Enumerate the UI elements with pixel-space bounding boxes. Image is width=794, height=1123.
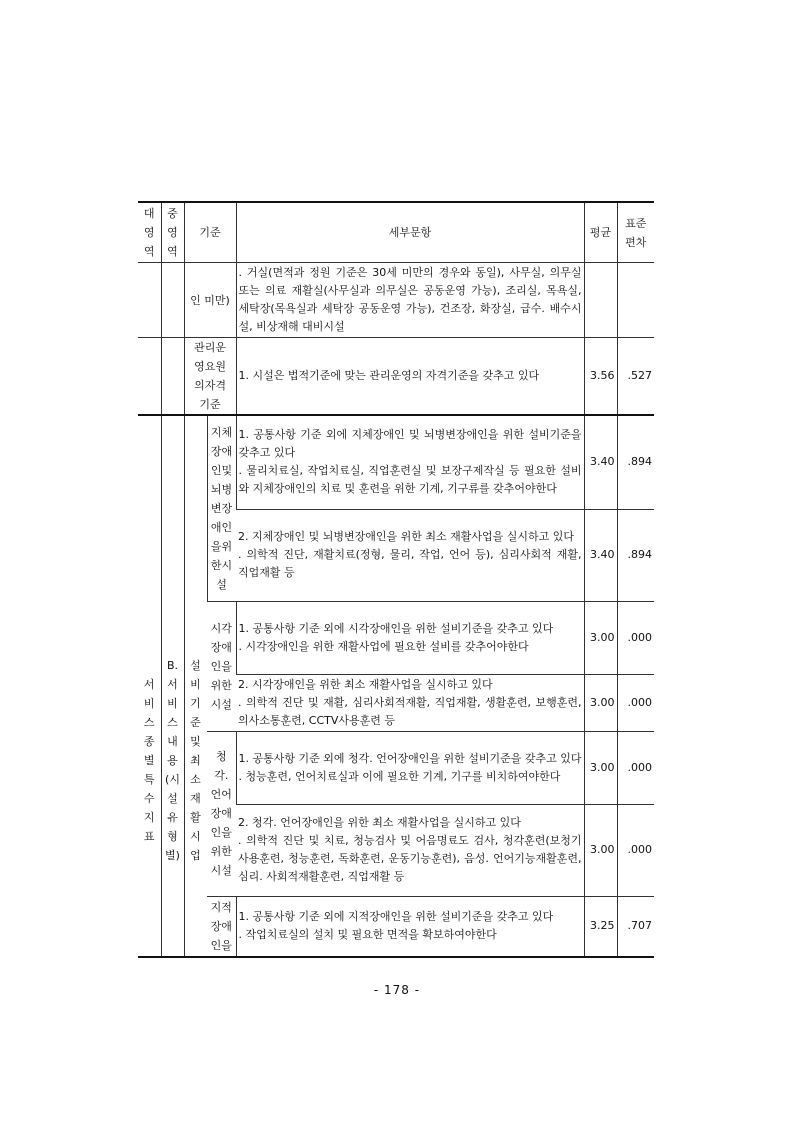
detail-sub-text: . 청능훈련, 언어치료실과 이에 필요한 기계, 기구를 비치하여야한다 (238, 769, 561, 783)
criterion-cell: 지적장애인을 (207, 896, 236, 957)
sd-cell: .000 (617, 601, 654, 674)
header-criterion: 기준 (184, 202, 236, 263)
table-row (138, 601, 654, 674)
detail-sub-text: . 의학적 진단 및 재활, 심리사회적재활, 직업재활, 생활훈련, 보행훈련, 의사소통훈련, CCTV사용훈련 등 (238, 695, 582, 727)
header-detail-item: 세부문항 (236, 202, 584, 263)
sd-cell: .000 (617, 731, 654, 804)
detail-item-text: 2. 지체장애인 및 뇌병변장애인을 위한 최소 재활사업을 실시하고 있다 (238, 530, 575, 543)
detail-cell (236, 804, 584, 896)
table-row (138, 896, 654, 957)
table-row (138, 263, 654, 338)
detail-sub-text: . 거실(면적과 정원 기준은 30세 미만의 경우와 동일), 사무실, 의무실 또는 의료 재활실(사무실과 의무실은 공동운영 가능), 조리실, 목욕실, 세탁장(목욕실과 세탁장 공동운영 가능), 건조장, 화장실, 급수. 배수시설, 비상재해 대비시설 (238, 266, 582, 333)
major-area-cell: 서비스종별특수지표 (138, 415, 161, 957)
table-header-row (138, 202, 654, 263)
detail-cell (236, 896, 584, 957)
mean-cell: 3.00 (584, 601, 617, 674)
standard-cell: 설비기준및최소재활시업 (184, 415, 207, 957)
detail-item-text: 1. 시설은 법적기준에 맞는 관리운영의 자격기준을 갖추고 있다 (238, 369, 540, 382)
detail-cell (236, 674, 584, 731)
mean-cell: 3.40 (584, 415, 617, 509)
detail-item-text: 1. 공통사항 기준 외에 지체장애인 및 뇌병변장애인을 위한 설비기준을 갖추고 있다 (238, 428, 582, 460)
table-row (138, 415, 654, 509)
middle-area-cell-empty (161, 263, 184, 338)
mean-cell: 3.40 (584, 509, 617, 601)
detail-cell (236, 338, 584, 416)
header-mean: 평균 (584, 202, 617, 263)
detail-sub-text: . 시각장애인을 위한 재활사업에 필요한 설비를 갖추어야한다 (238, 639, 529, 653)
detail-cell (236, 263, 584, 338)
detail-item-text: 1. 공통사항 기준 외에 지적장애인을 위한 설비기준을 갖추고 있다 (238, 910, 554, 923)
sd-cell: .707 (617, 896, 654, 957)
page-number: - 178 - (373, 983, 421, 997)
header-major-area: 대영역 (143, 207, 155, 258)
mean-cell: 3.00 (584, 804, 617, 896)
detail-cell (236, 509, 584, 601)
table-row (138, 338, 654, 416)
detail-sub-text: . 의학적 진단, 재활치료(정형, 물리, 작업, 언어 등), 심리사회적 재활, 직업재활 등 (238, 548, 582, 579)
sd-cell (617, 263, 654, 338)
survey-table (138, 201, 654, 958)
middle-area-cell: B.서비스내용(시설유형별) (161, 415, 184, 957)
middle-area-cell-empty (161, 338, 184, 416)
detail-sub-text: . 물리치료실, 작업치료실, 직업훈련실 및 보장구제작실 등 필요한 설비와 지체장애인의 치료 및 훈련을 위한 기계, 기구류를 갖추어야한다 (238, 464, 582, 496)
mean-cell: 3.00 (584, 731, 617, 804)
sd-cell: .894 (617, 509, 654, 601)
criterion-cell: 관리운영요원의자격기준 (184, 338, 236, 416)
detail-item-text: 1. 공통사항 기준 외에 청각. 언어장애인을 위한 설비기준을 갖추고 있다 (238, 751, 582, 765)
sd-cell: .000 (617, 804, 654, 896)
detail-cell (236, 731, 584, 804)
header-middle-area: 중영역 (161, 202, 184, 263)
detail-sub-text: . 의학적 진단 및 치료, 청능검사 및 어음명료도 검사, 청각훈련(보청기사용훈련, 청능훈련, 독화훈련, 운동기능훈련), 음성. 언어기능재활훈련, 심리. 사회적재활훈련, 직업재활 등 (238, 834, 582, 883)
sd-cell: .527 (617, 338, 654, 416)
detail-cell (236, 415, 584, 509)
detail-item-text: 2. 청각. 언어장애인을 위한 최소 재활사업을 실시하고 있다 (238, 816, 521, 829)
criterion-cell: 시각장애인을위한시설 (207, 601, 236, 731)
mean-cell: 3.25 (584, 896, 617, 957)
detail-cell (236, 601, 584, 674)
mean-cell: 3.56 (584, 338, 617, 416)
criterion-cell: 인 미만) (184, 263, 236, 338)
table-row (138, 731, 654, 804)
detail-item-text: 1. 공통사항 기준 외에 시각장애인을 위한 설비기준을 갖추고 있다 (238, 621, 554, 635)
criterion-cell: 청각.언어장애인을위한시설 (207, 731, 236, 896)
major-area-cell-empty (138, 338, 161, 416)
detail-item-text: 2. 시각장애인을 위한 최소 재활사업을 실시하고 있다 (238, 677, 493, 691)
sd-cell: .894 (617, 415, 654, 509)
detail-sub-text: . 작업치료실의 설치 및 필요한 면적을 확보하여야한다 (238, 928, 497, 941)
header-std-dev: 표준편차 (617, 202, 654, 263)
sd-cell: .000 (617, 674, 654, 731)
major-area-cell-empty (138, 263, 161, 338)
mean-cell (584, 263, 617, 338)
criterion-cell: 지체장애인및뇌병변장애인을위한시설 (207, 415, 236, 601)
mean-cell: 3.00 (584, 674, 617, 731)
